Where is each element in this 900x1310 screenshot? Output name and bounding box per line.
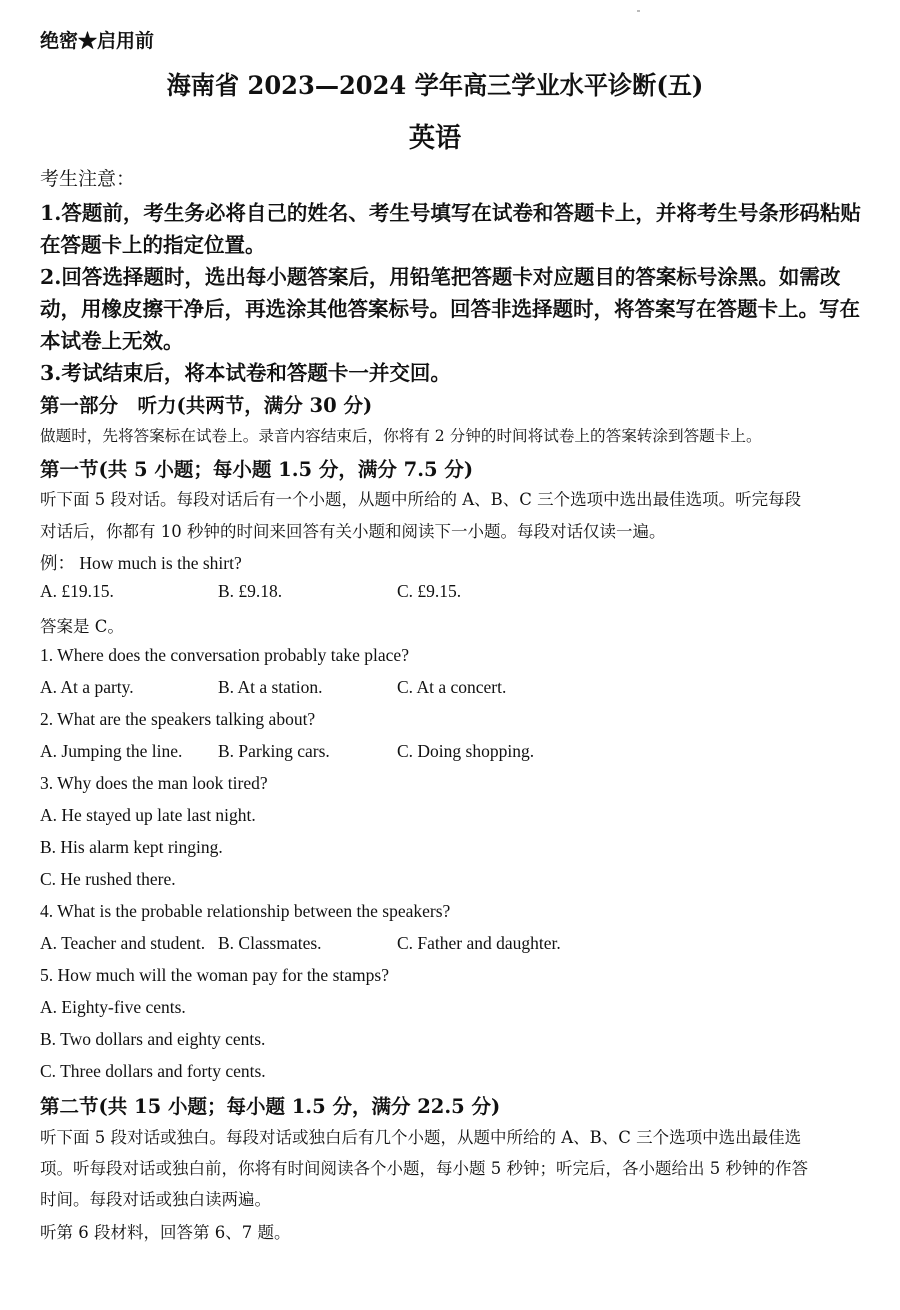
section2-heading: 第二节(共 15 小题；每小题 1.5 分，满分 22.5 分) <box>40 1095 501 1118</box>
example-option-c: C. £9.15. <box>397 581 462 601</box>
question-5: 5. How much will the woman pay for the stamps? <box>40 965 389 985</box>
notice-line: 3.考试结束后，将本试卷和答题卡一并交回。 <box>40 361 451 385</box>
q1-option-b: B. At a station. <box>218 677 323 697</box>
part1-instruction: 做题时，先将答案标在试卷上。录音内容结束后，你将有 2 分钟的时间将试卷上的答案转涂到答题卡上。 <box>40 427 762 445</box>
q4-option-a: A. Teacher and student. <box>40 933 206 953</box>
example-option-a: A. £19.15. <box>40 581 114 601</box>
q5-option-b: B. Two dollars and eighty cents. <box>40 1029 266 1049</box>
section2-sub-instruction: 听第 6 段材料，回答第 6、7 题。 <box>40 1223 291 1242</box>
q3-option-b: B. His alarm kept ringing. <box>40 837 223 857</box>
notice-line: 在答题卡上的指定位置。 <box>40 233 266 257</box>
q4-option-c: C. Father and daughter. <box>397 933 561 953</box>
question-3: 3. Why does the man look tired? <box>40 773 268 793</box>
example-answer: 答案是 C。 <box>40 617 124 636</box>
scan-speck <box>637 10 640 12</box>
part1-heading: 第一部分 听力(共两节，满分 30 分) <box>40 394 373 417</box>
confidential-label: 绝密★启用前 <box>40 30 155 52</box>
question-1: 1. Where does the conversation probably take place? <box>40 645 409 665</box>
notice-line: 1.答题前，考生务必将自己的姓名、考生号填写在试卷和答题卡上，并将考生号条形码粘贴 <box>40 201 861 225</box>
notice-line: 动，用橡皮擦干净后，再选涂其他答案标号。回答非选择题时，将答案写在答题卡上。写在 <box>40 297 860 321</box>
q1-option-c: C. At a concert. <box>397 677 507 697</box>
q3-option-a: A. He stayed up late last night. <box>40 805 256 825</box>
q2-option-c: C. Doing shopping. <box>397 741 535 761</box>
q3-option-c: C. He rushed there. <box>40 869 176 889</box>
subject-title: 英语 <box>408 123 462 154</box>
section2-instruction: 项。听每段对话或独白前，你将有时间阅读各个小题，每小题 5 秒钟；听完后，各小题给出 5 秒钟的作答 <box>40 1159 808 1178</box>
q2-option-a: A. Jumping the line. <box>40 741 183 761</box>
section2-instruction: 时间。每段对话或独白读两遍。 <box>40 1190 271 1209</box>
section2-instruction: 听下面 5 段对话或独白。每段对话或独白后有几个小题，从题中所给的 A、B、C 三个选项中选出最佳选 <box>40 1128 802 1147</box>
section1-heading: 第一节(共 5 小题；每小题 1.5 分，满分 7.5 分) <box>40 458 474 481</box>
q5-option-c: C. Three dollars and forty cents. <box>40 1061 266 1081</box>
example-question: 例： How much is the shirt? <box>40 553 242 573</box>
q2-option-b: B. Parking cars. <box>218 741 330 761</box>
section1-instruction: 对话后，你都有 10 秒钟的时间来回答有关小题和阅读下一小题。每段对话仅读一遍。 <box>40 522 666 541</box>
q1-option-a: A. At a party. <box>40 677 134 697</box>
question-4: 4. What is the probable relationship between the speakers? <box>40 901 451 921</box>
question-2: 2. What are the speakers talking about? <box>40 709 316 729</box>
example-option-b: B. £9.18. <box>218 581 283 601</box>
exam-title: 海南省 2023—2024 学年高三学业水平诊断(五) <box>166 71 704 100</box>
q4-option-b: B. Classmates. <box>218 933 322 953</box>
notice-line: 本试卷上无效。 <box>40 329 184 353</box>
notice-line: 2.回答选择题时，选出每小题答案后，用铅笔把答题卡对应题目的答案标号涂黑。如需改 <box>40 265 841 289</box>
section1-instruction: 听下面 5 段对话。每段对话后有一个小题，从题中所给的 A、B、C 三个选项中选出最佳选项。听完每段 <box>40 490 802 509</box>
notice-heading: 考生注意： <box>40 168 136 190</box>
q5-option-a: A. Eighty-five cents. <box>40 997 186 1017</box>
